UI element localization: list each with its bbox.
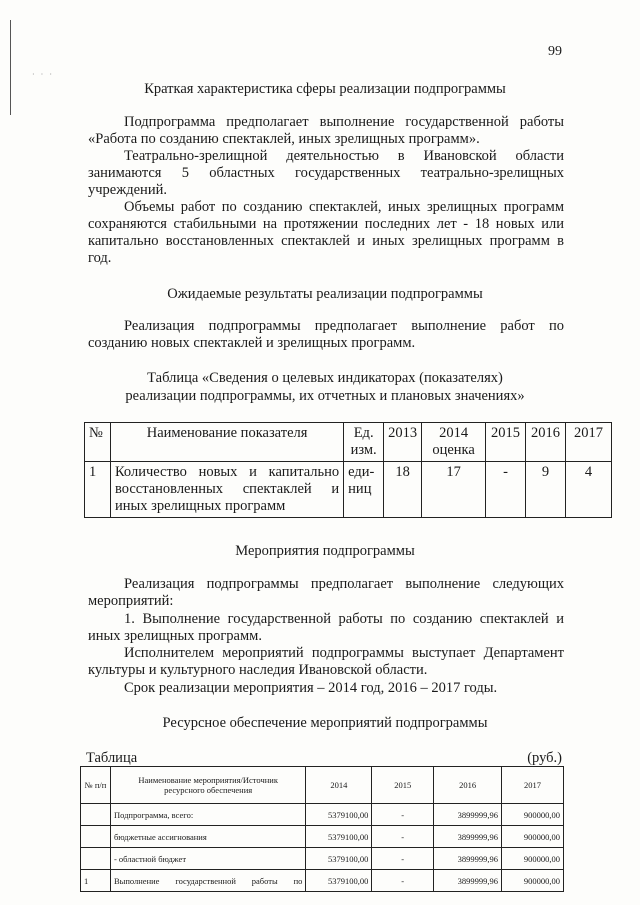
table2-header-name: [110, 767, 305, 804]
table1-header-2016: 2016: [526, 423, 566, 462]
table1-header-2014: [422, 423, 486, 462]
table2-header-name-line-2: ресурсного обеспечения: [164, 785, 253, 795]
table1-header-unit-line-1: Ед.: [353, 425, 374, 441]
table1-row-1-name: [110, 462, 343, 518]
page-number: 99: [548, 44, 562, 59]
paragraph-6: [88, 611, 564, 645]
paragraph-8: Срок реализации мероприятия – 2014 год, 2016 – 2017 годы.: [124, 680, 498, 696]
table2-cell-2017: 900000,00: [502, 804, 564, 826]
table1-row-1-unit-line-2: ниц: [348, 481, 372, 497]
table1-header-2014-line-1: 2014: [439, 425, 469, 441]
paragraph-2-line-3: учреждений.: [88, 182, 167, 198]
table2-header-2014: 2014: [306, 767, 372, 804]
table2-caption: [86, 750, 562, 767]
table2-cell-2014: 5379100,00: [306, 826, 372, 848]
table-row: [81, 804, 564, 826]
table2-header-name-line-1: Наименование мероприятия/Источник: [138, 775, 278, 785]
paragraph-3-line-2: сохраняются стабильными на протяжении последних лет - 18 новых или: [88, 216, 564, 232]
table2-cell-name: Выполнение государственной работы по: [110, 870, 305, 892]
table1-row-1-unit-line-1: еди-: [348, 464, 375, 480]
paragraph-1-line-1: Подпрограмма предполагает выполнение государственной работы: [124, 114, 564, 130]
table2-caption-left: Таблица: [86, 750, 138, 766]
table2-header-2017: 2017: [502, 767, 564, 804]
table1-header-num: №: [85, 423, 111, 462]
paragraph-5: [88, 576, 564, 610]
table2-cell-2015: -: [372, 826, 434, 848]
paragraph-3: [88, 199, 564, 267]
paragraph-2-line-2: занимаются 5 областных государственных театрально-зрелищных: [88, 165, 564, 181]
table1-row-1-2017: 4: [566, 462, 612, 518]
table2-cell-2015: -: [372, 804, 434, 826]
table2-cell-2017: 900000,00: [502, 826, 564, 848]
table1-header-unit-line-2: изм.: [350, 442, 377, 458]
table2-caption-unit: (руб.): [527, 750, 562, 766]
table2-cell-2017: 900000,00: [502, 870, 564, 892]
paragraph-7: [88, 645, 564, 679]
table2-cell-num: [81, 848, 111, 870]
section-title-expected-results: Ожидаемые результаты реализации подпрограммы: [167, 286, 483, 302]
table2-cell-2014: 5379100,00: [306, 804, 372, 826]
paragraph-1: [88, 114, 564, 148]
binding-edge-line: [10, 20, 11, 115]
table2-header-2016: 2016: [434, 767, 502, 804]
paragraph-5-line-1: Реализация подпрограммы предполагает выполнение следующих: [124, 576, 564, 592]
paragraph-3-line-3: капитально восстановленных спектаклей и иных зрелищных программ в: [88, 233, 564, 249]
table2-cell-name: - областной бюджет: [110, 848, 305, 870]
scan-artifact: · · ·: [32, 70, 54, 79]
section-title-activities: Мероприятия подпрограммы: [235, 543, 415, 559]
paragraph-7-line-1: Исполнителем мероприятий подпрограммы выступает Департамент: [124, 645, 564, 661]
table1-row-1-num: 1: [85, 462, 111, 518]
table1-header-name: Наименование показателя: [110, 423, 343, 462]
table1-header-2014-line-2: оценка: [432, 442, 475, 458]
paragraph-2-line-1: Театрально-зрелищной деятельностью в Ивановской области: [124, 148, 564, 164]
table2-header-row: [81, 767, 564, 804]
table2-cell-2014: 5379100,00: [306, 870, 372, 892]
paragraph-6-line-1: 1. Выполнение государственной работы по созданию спектаклей и: [124, 611, 564, 627]
table1-row-1-2016: 9: [526, 462, 566, 518]
table2-header-num: № п/п: [81, 767, 111, 804]
table2-cell-2015: -: [372, 870, 434, 892]
table1-header-unit: [344, 423, 384, 462]
table2-cell-2016: 3899999,96: [434, 870, 502, 892]
table2-cell-num: [81, 804, 111, 826]
table2-cell-2016: 3899999,96: [434, 826, 502, 848]
table2-cell-2017: 900000,00: [502, 848, 564, 870]
table1-header-2013: 2013: [384, 423, 422, 462]
table1-caption: [80, 369, 570, 405]
table1-header-2017: 2017: [566, 423, 612, 462]
table1-row-1-2014: 17: [422, 462, 486, 518]
paragraph-3-line-1: Объемы работ по созданию спектаклей, иных зрелищных программ: [124, 199, 564, 215]
paragraph-3-line-4: год.: [88, 250, 112, 266]
table1-caption-line-2: реализации подпрограммы, их отчетных и плановых значениях»: [125, 388, 525, 404]
table1-row-1-unit: [344, 462, 384, 518]
section-title-resources: Ресурсное обеспечение мероприятий подпрограммы: [162, 715, 488, 731]
table2-cell-num: [81, 826, 111, 848]
table1-row-1-name-line-3: иных зрелищных программ: [114, 498, 286, 514]
paragraph-4-line-1: Реализация подпрограммы предполагает выполнение работ по: [124, 318, 564, 334]
indicators-table: [84, 422, 612, 518]
paragraph-7-line-2: культуры и культурного наследия Ивановской области.: [88, 662, 428, 678]
table1-row-1-2015: -: [486, 462, 526, 518]
table1-row-1: [85, 462, 612, 518]
table1-row-1-2013: 18: [384, 462, 422, 518]
paragraph-2: [88, 148, 564, 199]
table2-cell-name: Подпрограмма, всего:: [110, 804, 305, 826]
table2-cell-2016: 3899999,96: [434, 804, 502, 826]
paragraph-4-line-2: созданию новых спектаклей и зрелищных программ.: [88, 335, 416, 351]
table1-caption-line-1: Таблица «Сведения о целевых индикаторах (показателях): [147, 370, 503, 386]
table-row: [81, 826, 564, 848]
table2-cell-name: бюджетные ассигнования: [110, 826, 305, 848]
table1-row-1-name-line-1: Количество новых и капитально: [114, 464, 340, 480]
table2-cell-num: 1: [81, 870, 111, 892]
table1-header-row: [85, 423, 612, 462]
paragraph-4: [88, 318, 564, 352]
table1-row-1-name-line-2: восстановленных спектаклей и: [114, 481, 340, 497]
table-row: [81, 870, 564, 892]
table1-header-2015: 2015: [486, 423, 526, 462]
section-title-characteristics: Краткая характеристика сферы реализации подпрограммы: [144, 81, 506, 97]
paragraph-6-line-2: иных зрелищных программ.: [88, 628, 262, 644]
paragraph-1-line-2: «Работа по созданию спектаклей, иных зрелищных программ».: [88, 131, 480, 147]
table2-cell-2016: 3899999,96: [434, 848, 502, 870]
paragraph-5-line-2: мероприятий:: [88, 593, 174, 609]
table2-cell-2015: -: [372, 848, 434, 870]
table-row: [81, 848, 564, 870]
table2-header-2015: 2015: [372, 767, 434, 804]
resources-table: [80, 766, 564, 892]
table2-cell-2014: 5379100,00: [306, 848, 372, 870]
